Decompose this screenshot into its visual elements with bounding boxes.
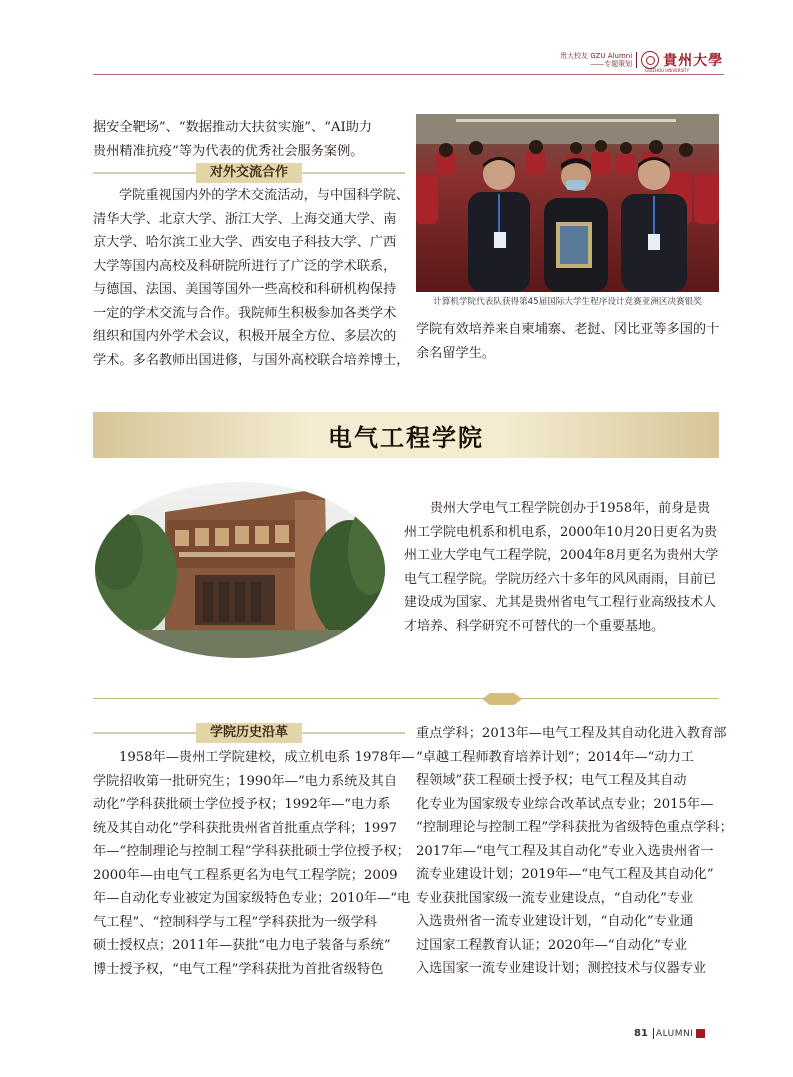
text-line: 建设成为国家、尤其是贵州省电气工程行业高级技术人 [404, 595, 717, 610]
text-line: 州工学院电机系和机电系，2000年10月20日更名为贵 [404, 524, 718, 540]
text-line: 学院招收第一批研究生；1990年—“电力系统及其自 [93, 773, 398, 789]
text-line: 学术。多名教师出国进修，与国外高校联合培养博士， [93, 352, 410, 368]
text-line: 气工程”、“控制科学与工程”学科获批为一级学科 [93, 914, 377, 930]
text-line: 2000年—由电气工程系更名为电气工程学院；2009 [93, 867, 398, 883]
text-line: 电气工程学院。学院历经六十多年的风风雨雨，目前已 [404, 571, 717, 587]
text-line: 2017年—“电气工程及其自动化”专业入选贵州省一 [416, 843, 714, 859]
text-line: 1958年—贵州工学院建校，成立机电系 1978年— [119, 750, 415, 765]
text-line: 京大学、哈尔滨工业大学、西安电子科技大学、广西 [93, 235, 397, 250]
text-line: 据安全靶场”、“数据推动大扶贫实施”、“AI助力 [93, 120, 373, 135]
text-line: 重点学科；2013年—电气工程及其自动化进入教育部 [416, 726, 727, 741]
exchange-heading [93, 162, 405, 184]
divider-ornament [482, 693, 522, 705]
college-building-photo [95, 480, 385, 660]
text-line: 统及其自动化”学科获批贵州省首批重点学科；1997 [93, 820, 398, 836]
text-line: 化专业为国家级专业综合改革试点专业；2015年— [416, 796, 714, 812]
footer-accent-square [696, 1029, 705, 1038]
magazine-section: ——专题策划 [590, 60, 633, 68]
text-line: 一定的学术交流与合作。我院师生积极参加各类学术 [93, 305, 397, 321]
text-line: 程领域”获工程硕士授予权；电气工程及其自动 [416, 773, 687, 788]
intl-students-text [416, 318, 719, 365]
college-intro-paragraph [404, 497, 719, 638]
text-line: 大学等国内高校及科研院所进行了广泛的学术联系， [93, 258, 397, 274]
text-line: 余名留学生。 [416, 345, 496, 361]
exchange-paragraph [93, 184, 410, 372]
magazine-label [560, 52, 632, 68]
text-line: 学院重视国内外的学术交流活动，与中国科学院、 [119, 188, 410, 203]
section-divider [93, 693, 719, 705]
exchange-heading-label: 对外交流合作 [196, 163, 302, 183]
text-line: 入选贵州省一流专业建设计划，“自动化”专业通 [416, 914, 694, 929]
text-line: “卓越工程师教育培养计划”；2014年—“动力工 [416, 749, 694, 765]
history-column-2 [416, 722, 733, 981]
history-heading [93, 722, 405, 744]
text-line: 州工业大学电气工程学院，2004年8月更名为贵州大学 [404, 548, 719, 563]
divider-line [93, 698, 719, 699]
text-line: 年—自动化专业被定为国家级特色专业；2010年—“电 [93, 891, 411, 906]
header-separator [636, 52, 637, 68]
text-line: 硕士授权点；2011年—获批“电力电子装备与系统” [93, 938, 391, 953]
text-line: 动化”学科获批硕士学位授予权；1992年—“电力系 [93, 797, 391, 812]
history-column-1 [93, 746, 415, 981]
history-heading-label: 学院历史沿革 [196, 723, 302, 743]
text-line: “控制理论与控制工程”学科获批为省级特色重点学科； [416, 820, 733, 835]
text-line: 学院有效培养来自柬埔寨、老挝、冈比亚等多国的十 [416, 322, 720, 337]
text-line: 过国家工程教育认证；2020年—“自动化”专业 [416, 937, 688, 953]
text-line: 贵州大学电气工程学院创办于1958年，前身是贵 [430, 501, 711, 516]
text-line: 专业获批国家级一流专业建设点，“自动化”专业 [416, 890, 694, 906]
text-line: 年—“控制理论与控制工程”学科获批硕士学位授予权； [93, 844, 410, 859]
header-brand [560, 52, 723, 68]
footer-label: ALUMNI [655, 1028, 694, 1039]
text-line: 贵州精准抗疫”等为代表的优秀社会服务案例。 [93, 143, 364, 159]
header-rule [93, 74, 724, 75]
page-number: 81 [634, 1028, 648, 1039]
university-name: 貴州大學 [663, 53, 724, 69]
text-line: 入选国家一流专业建设计划；测控技术与仪器专业 [416, 961, 707, 976]
university-seal-icon [641, 51, 659, 69]
magazine-name: 贵大校友 GZU Alumni [560, 52, 633, 60]
text-line: 才培养、科学研究不可替代的一个重要基地。 [404, 618, 665, 634]
text-line: 流专业建设计划；2019年—“电气工程及其自动化” [416, 867, 714, 882]
text-line: 清华大学、北京大学、浙江大学、上海交通大学、南 [93, 211, 397, 227]
text-line: 组织和国内外学术会议，积极开展全方位、多层次的 [93, 329, 397, 344]
page-footer [634, 1028, 705, 1039]
section-banner [93, 412, 719, 458]
service-cases-text [93, 116, 405, 163]
text-line: 博士授予权，“电气工程”学科获批为首批省级特色 [93, 961, 384, 977]
award-team-photo [416, 114, 719, 292]
photo-caption: 计算机学院代表队获得第45届国际大学生程序设计竞赛亚洲区决赛银奖 [433, 297, 702, 307]
section-title: 电气工程学院 [328, 422, 484, 452]
footer-separator [653, 1028, 654, 1039]
university-name-en: GUIZHOU UNIVERSITY [645, 68, 690, 73]
text-line: 与德国、法国、美国等国外一些高校和科研机构保持 [93, 282, 397, 297]
